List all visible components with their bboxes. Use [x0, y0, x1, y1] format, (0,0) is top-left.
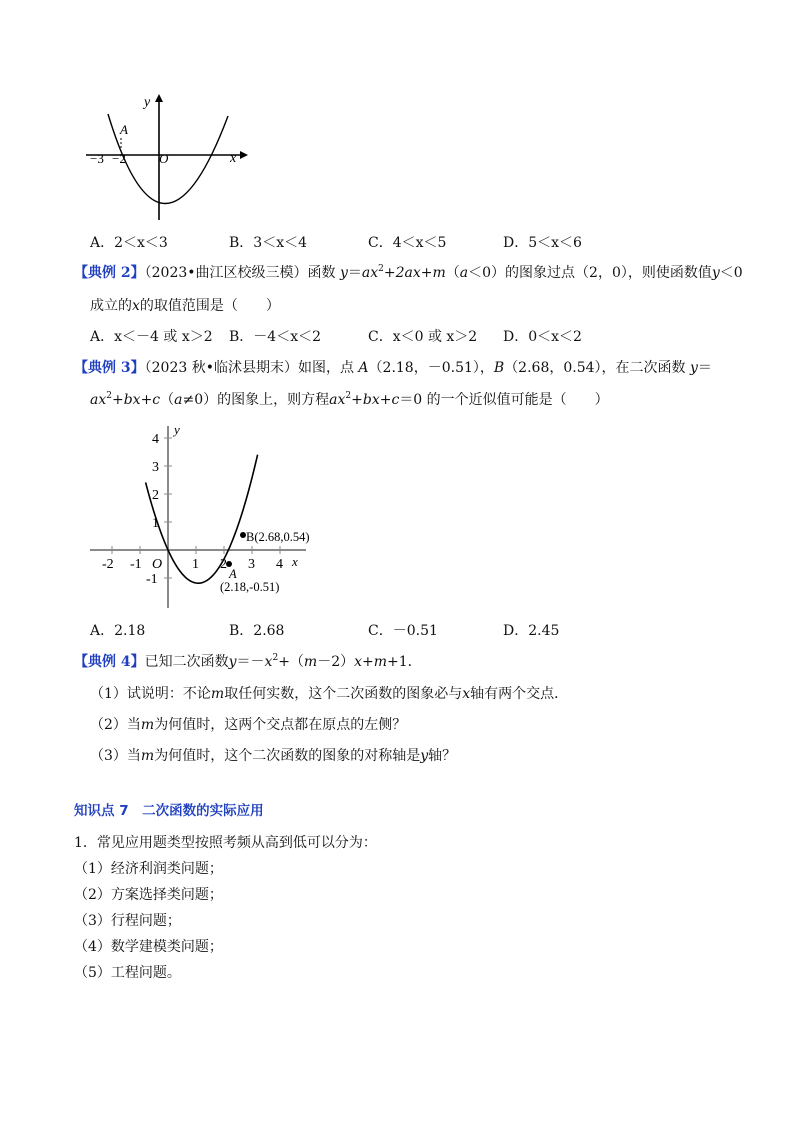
ex3-pt-b: B — [493, 360, 505, 376]
ex2-option-a: A．x＜－4 或 x＞2 — [90, 329, 213, 345]
x-tick-3: 3 — [248, 557, 255, 572]
ex3-option-a: A．2.18 — [90, 623, 146, 639]
y-tick-neg1: -1 — [146, 572, 158, 587]
example-4-q2 — [90, 718, 406, 732]
x-tick-neg1: -1 — [130, 557, 142, 572]
section-title: 知识点 7 二次函数的实际应用 — [74, 803, 264, 819]
ex3-fn-y: y — [689, 360, 698, 376]
ex4-x: x — [264, 654, 273, 670]
ex3-l2-bxc: +bx+c — [111, 392, 161, 408]
ex3-option-d: D．2.45 — [503, 623, 560, 639]
ex4-q1-m: m — [210, 686, 225, 702]
ex3-l2-ax: ax — [90, 392, 107, 408]
ex4-q1-x: x — [462, 686, 471, 702]
parabola-curve — [146, 455, 258, 584]
example-2-line-2 — [90, 299, 280, 313]
parabola-graph-2 — [86, 418, 326, 614]
ex2-line2-pre: 成立的 — [90, 298, 132, 314]
ex2-cond-open: （ — [445, 265, 460, 281]
ex3-l2-bxc2: +bx+c — [351, 392, 400, 408]
ex4-exp: 2 — [272, 653, 279, 663]
ex2-fn-eq: ＝ — [347, 265, 362, 281]
x-label: x — [230, 151, 237, 166]
ex3-coord-b: （2.68，0.54），在二次函数 — [504, 360, 686, 376]
ex3-l2-a: a — [174, 392, 183, 408]
point-a-label: A — [229, 567, 237, 581]
ex2-cond-end: ＜0 — [719, 265, 743, 281]
example-3-line-2 — [90, 393, 609, 407]
y-label: y — [174, 422, 180, 437]
ex2-option-d: D．0＜x＜2 — [503, 329, 582, 345]
ex2-line2-x: x — [132, 298, 140, 314]
ex3-l2-cond: （ — [160, 392, 175, 408]
ex4-y: y — [228, 654, 237, 670]
ex2-option-c: C．x＜0 或 x＞2 — [368, 329, 478, 345]
q1-option-b: B．3＜x＜4 — [229, 235, 307, 251]
q1-option-a: A．2＜x＜3 — [90, 235, 168, 251]
ex4-mid: +（ — [278, 654, 304, 670]
list-item: （2）方案选择类问题； — [74, 887, 223, 903]
ex2-fn-2ax: +2ax+m — [383, 265, 446, 281]
ex2-cond-a: a — [459, 265, 469, 281]
origin-label: O — [159, 151, 169, 166]
ex4-q3-m: m — [140, 748, 155, 764]
ex4-q2-m: m — [140, 717, 155, 733]
example-4-statement — [74, 655, 422, 669]
q1-option-d: D．5＜x＜6 — [503, 235, 582, 251]
ex4-plus: + — [362, 654, 374, 670]
q1-option-c: C．4＜x＜5 — [368, 235, 447, 251]
x-tick-2: 2 — [220, 557, 227, 572]
example-3-line-1 — [74, 361, 712, 375]
ex3-option-c: C．－0.51 — [368, 623, 438, 639]
ex3-pt-a: A — [358, 360, 369, 376]
ex4-m2: m — [373, 654, 388, 670]
ex3-l2-post: ＝0 的一个近似值可能是（ ） — [399, 392, 609, 408]
ex4-q2-pre: （2）当 — [90, 717, 141, 733]
tick-neg3: −3 — [90, 151, 104, 166]
ex3-line1-a: （2023 秋•临沭县期末）如图，点 — [144, 360, 354, 376]
ex3-l2-ax2: ax — [329, 392, 346, 408]
section-intro: 1．常见应用题类型按照考频从高到低可以分为： — [74, 835, 377, 851]
example-2-line-1 — [74, 266, 743, 280]
ex4-eq: ＝－ — [236, 654, 265, 670]
y-axis-arrow — [155, 94, 163, 102]
x-axis-arrow — [240, 151, 248, 159]
ex4-q1-mid: 取任何实数，这个二次函数的图象必与 — [224, 686, 463, 702]
list-item: （1）经济利润类问题； — [74, 861, 223, 877]
ex2-line2-post: 的取值范围是（ ） — [139, 298, 280, 314]
y-label: y — [144, 95, 151, 110]
ex3-coord-a: （2.18，－0.51）， — [368, 360, 494, 376]
ex3-l2-cond2: ≠0）的图象上，则方程 — [182, 392, 330, 408]
ex2-exp: 2 — [378, 264, 384, 274]
ex3-fn-eq: ＝ — [697, 360, 712, 376]
example-2-tag: 【典例 2】 — [74, 265, 145, 281]
ex2-option-b: B．－4＜x＜2 — [229, 329, 321, 345]
y-tick-3: 3 — [152, 460, 159, 475]
list-item: （4）数学建模类问题； — [74, 939, 223, 955]
parabola-graph-1 — [86, 92, 256, 220]
ex4-q1-post: 轴有两个交点． — [470, 686, 569, 702]
ex4-q3-mid: 为何值时，这个二次函数的图象的对称轴是 — [154, 748, 421, 764]
tick-neg2: −2 — [112, 151, 126, 166]
ex3-l2-exp: 2 — [106, 391, 112, 401]
x-tick-neg2: -2 — [102, 557, 114, 572]
ex4-q3-pre: （3）当 — [90, 748, 141, 764]
ex4-x2: x — [354, 654, 363, 670]
example-4-tag: 【典例 4】 — [74, 654, 145, 670]
ex2-cond-y: y — [711, 265, 720, 281]
ex4-end: +1． — [387, 654, 422, 670]
ex3-option-b: B．2.68 — [229, 623, 285, 639]
ex4-m: m — [303, 654, 318, 670]
ex2-fn-y: y — [339, 265, 348, 281]
ex4-q2-post: 为何值时，这两个交点都在原点的左侧？ — [154, 717, 407, 733]
y-tick-1: 1 — [152, 516, 159, 531]
point-a-label: A — [120, 122, 128, 137]
ex3-l2-exp2: 2 — [345, 391, 352, 401]
y-tick-2: 2 — [152, 488, 159, 503]
example-4-q1 — [90, 687, 568, 701]
example-2-source: （2023•曲江区校级三模）函数 — [144, 265, 336, 281]
list-item: （5）工程问题。 — [74, 965, 181, 981]
y-tick-4: 4 — [152, 432, 159, 447]
ex4-mid2: －2） — [317, 654, 355, 670]
x-tick-1: 1 — [192, 557, 199, 572]
origin-label: O — [152, 557, 163, 572]
ex4-q3-post: 轴？ — [428, 748, 457, 764]
point-b-label: B(2.68,0.54) — [246, 530, 310, 544]
ex4-q1-pre: （1）试说明：不论 — [90, 686, 211, 702]
ex2-fn-a: ax — [361, 265, 379, 281]
list-item: （3）行程问题； — [74, 913, 181, 929]
ex4-q3-y: y — [420, 748, 429, 764]
ex4-stmt-pre: 已知二次函数 — [144, 654, 229, 670]
example-4-q3 — [90, 749, 456, 763]
x-label: x — [292, 554, 298, 569]
ex2-cond-close: ＜0）的图象过点（2，0），则使函数值 — [468, 265, 712, 281]
x-tick-4: 4 — [276, 557, 283, 572]
example-3-tag: 【典例 3】 — [74, 360, 145, 376]
point-a-coord: (2.18,-0.51) — [220, 580, 280, 594]
